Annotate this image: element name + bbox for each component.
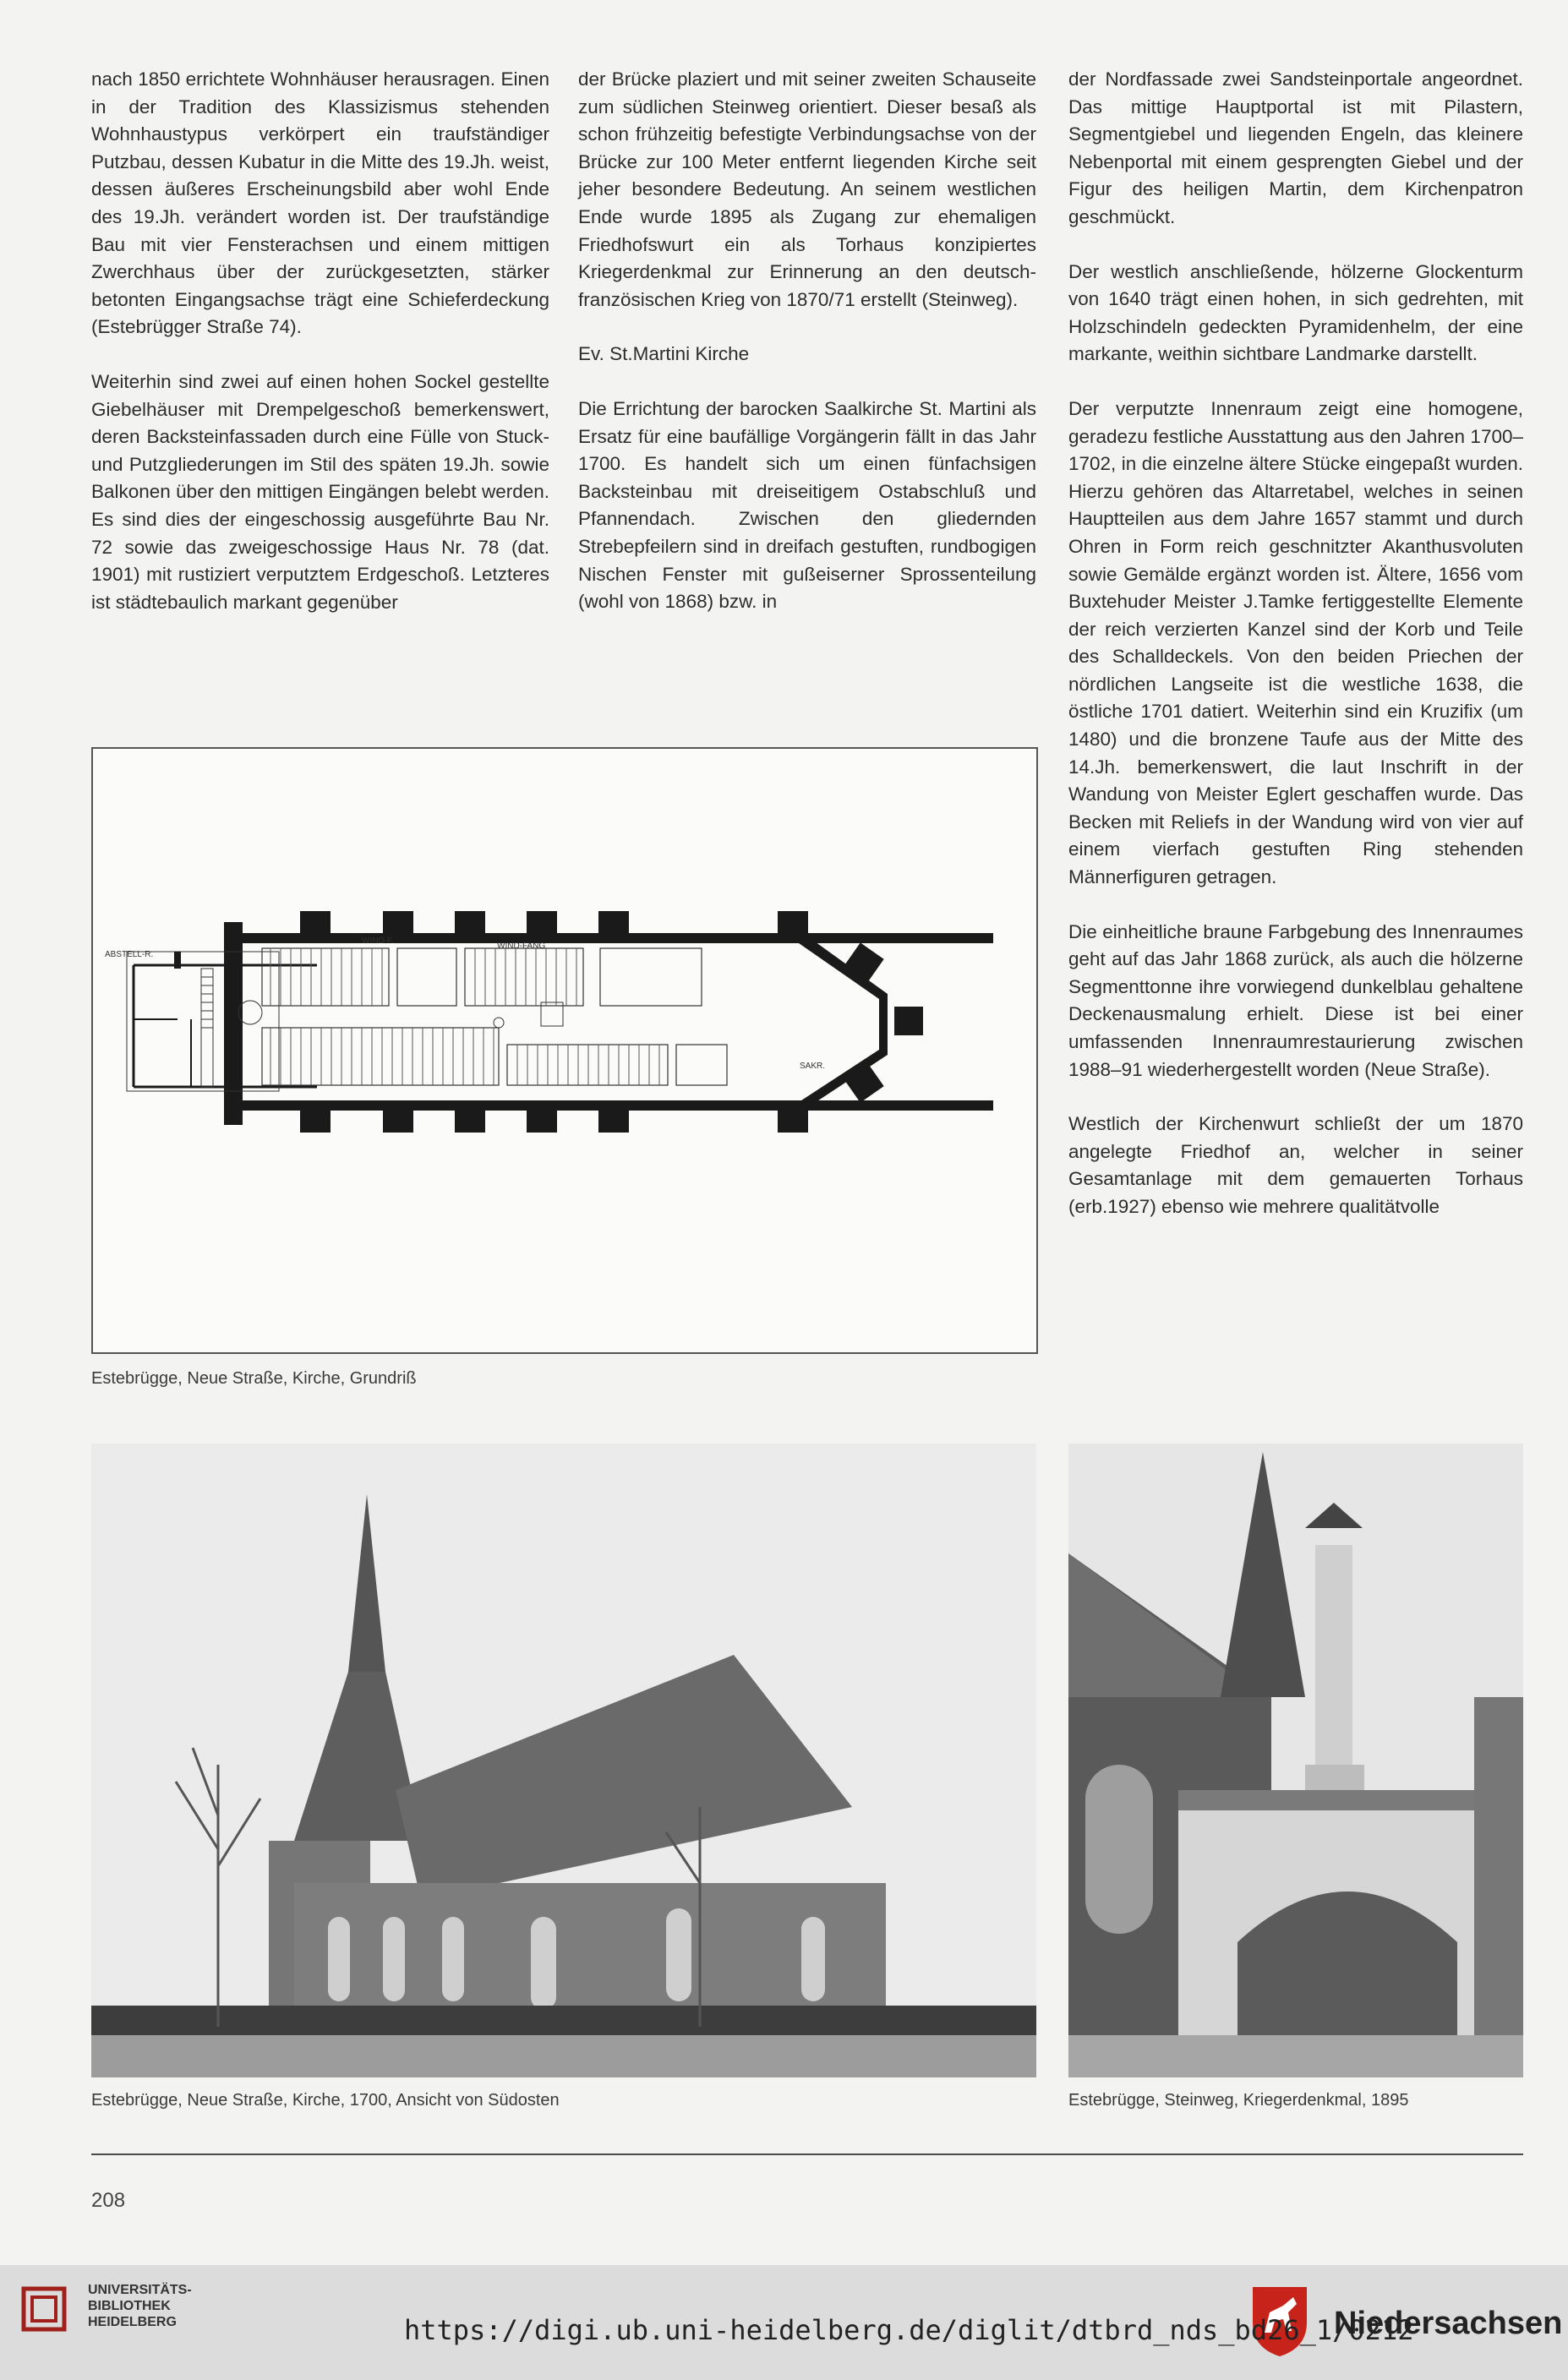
section-heading: Ev. St.Martini Kirche — [578, 343, 750, 365]
library-name-line: HEIDELBERG — [88, 2315, 177, 2329]
library-name-line: BIBLIOTHEK — [88, 2299, 171, 2313]
plan-label-windfang-right: WIND-FANG — [497, 942, 546, 951]
church-photo-caption: Estebrügge, Neue Straße, Kirche, 1700, Ansicht von Südosten — [91, 2091, 560, 2110]
text-column-left — [91, 66, 549, 643]
plan-label-windfang-left: WIND-F. — [362, 936, 394, 946]
memorial-photo — [1068, 1444, 1523, 2077]
floorplan-caption: Estebrügge, Neue Straße, Kirche, Grundriß — [91, 1369, 417, 1388]
plan-label-sacristy: SAKR. — [800, 1062, 826, 1071]
bottom-rule — [91, 2153, 1523, 2155]
paragraph: der Brücke plaziert und mit seiner zweiten Schauseite zum südlichen Steinweg orientiert. Dieser besaß als schon frühzeitig befestigte Verbindungsachse von der Brücke zur 100 Meter entfernt liegenden Kirche seit jeher besondere Bedeutung. An seinem westlichen Ende wurde 1895 als Zugang zur ehemaligen Friedhofswurt ein als Torhaus konzipiertes Kriegerdenkmal zur Erinnerung an den deutsch-französischen Krieg von 1870/71 erstellt (Steinweg). — [578, 68, 1036, 310]
library-name — [88, 2282, 192, 2330]
plan-label-storage: ABSTELL-R. — [105, 950, 154, 959]
library-name-line: UNIVERSITÄTS- — [88, 2283, 192, 2297]
memorial-photo-caption: Estebrügge, Steinweg, Kriegerdenkmal, 1895 — [1068, 2091, 1409, 2110]
church-photo — [91, 1444, 1036, 2077]
paragraph: Die einheitliche braune Farbgebung des Innenraumes geht auf das Jahr 1868 zurück, als auch die hölzerne Segmenttonne ihre vorwiegend dunkelblau gehaltene Deckenausmalung erhielt. Diese ist bei einer umfassenden Innenraumrestaurierung zwischen 1988–91 wiederhergestellt worden (Neue Straße). — [1068, 920, 1523, 1080]
text-column-right — [1068, 66, 1523, 1248]
paragraph: Der westlich anschließende, hölzerne Glockenturm von 1640 trägt einen hohen, in sich gedrehten, mit Holzschindeln gedeckten Pyramidenhelm, der eine markante, weithin sichtbare Landmarke darstellt. — [1068, 260, 1523, 365]
paragraph: Der verputzte Innenraum zeigt eine homogene, geradezu festliche Ausstattung aus den Jahren 1700–1702, in die einzelne ältere Stücke eingepaßt wurden. Hierzu gehören das Altarretabel, welches in seinen Hauptteilen aus dem Jahre 1657 stammt und durch Ohren in Form reich geschnitzter Akanthusvoluten sowie Gemälde ergänzt worden ist. Ältere, 1656 vom Buxtehuder Meister J.Tamke fertiggestellte Elemente der reich verzierten Kanzel sind der Korb und Teile des Schalldeckels. Von den beiden Priechen der nördlichen Langseite ist die westliche 1638, die östliche 1701 datiert. Weiterhin sind ein Kruzifix (um 1480) und die bronzene Taufe aus der Mitte des 14.Jh. bemerkenswert, die laut Inschrift in der Wandung von Meister Eglert geschaffen wurde. Das Becken mit Reliefs in der Wandung wird von vier auf einem vierfach gestuften Ring stehenden Männerfiguren getragen. — [1068, 397, 1523, 888]
source-url-link[interactable]: https://digi.ub.uni-heidelberg.de/diglit/dtbrd_nds_bd26_1/0212 — [404, 2314, 1414, 2346]
paragraph: Weiterhin sind zwei auf einen hohen Sockel gestellte Giebelhäuser mit Drempelgeschoß bemerkenswert, deren Backsteinfassaden durch eine Fülle von Stuck- und Putzgliederungen im Stil des späten 19.Jh. sowie Balkonen über den mittigen Eingängen belebt werden. Es sind dies der eingeschossig ausgeführte Bau Nr. 72 sowie das zweigeschossige Haus Nr. 78 (dat. 1901) mit rustiziert verputztem Erdgeschoß. Letzteres ist städtebaulich markant gegenüber — [91, 370, 549, 613]
state-name: Niedersachsen — [1334, 2306, 1563, 2341]
paragraph: nach 1850 errichtete Wohnhäuser herausragen. Einen in der Tradition des Klassizismus stehenden Wohnhaustypus verkörpert ein traufständiger Putzbau, dessen Kubatur in die Mitte des 19.Jh. weist, dessen äußeres Erscheinungsbild aber wohl Ende des 19.Jh. verändert worden ist. Der traufständige Bau mit vier Fensterachsen und einem mittigen Zwerchhaus über der zurückgesetzten, stärker betonten Eingangsachse trägt eine Schieferdeckung (Estebrügger Straße 74). — [91, 68, 549, 338]
paragraph: Die Errichtung der barocken Saalkirche St. Martini als Ersatz für eine baufällige Vorgängerin fällt in das Jahr 1700. Es handelt sich um einen fünfachsigen Backsteinbau mit dreiseitigem Ostabschluß und Pfannendach. Zwischen den gliedernden Strebepfeilern sind in dreifach gestuften, rundbogigen Nischen Fenster mit gußeiserner Sprossenteilung (wohl von 1868) bzw. in — [578, 397, 1036, 613]
paragraph: Westlich der Kirchenwurt schließt der um 1870 angelegte Friedhof an, welcher in seiner Gesamtanlage mit dem gemauerten Torhaus (erb.1927) ebenso wie mehrere qualitätvolle — [1068, 1113, 1523, 1217]
library-logo-icon — [19, 2284, 69, 2334]
paragraph: der Nordfassade zwei Sandsteinportale angeordnet. Das mittige Hauptportal ist mit Pilastern, Segmentgiebel und liegenden Engeln, das kleinere Nebenportal mit einem gesprengten Giebel und der Figur des heiligen Martin, dem Kirchenpatron geschmückt. — [1068, 68, 1523, 227]
floorplan-figure — [91, 747, 1038, 1354]
floorplan-drawing — [93, 749, 1036, 1352]
text-column-middle — [578, 66, 1036, 643]
page-number: 208 — [91, 2189, 126, 2212]
